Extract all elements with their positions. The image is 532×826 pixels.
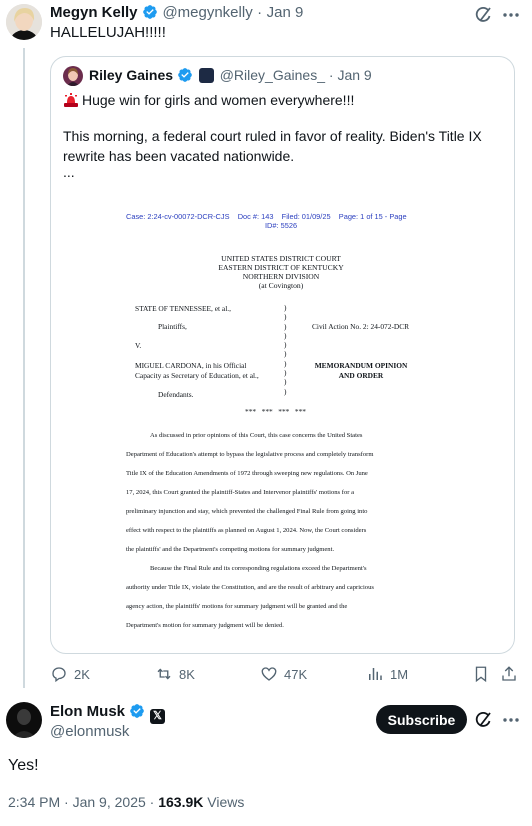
doc-header-line-2: ID#: 5526 xyxy=(265,221,298,230)
quoted-date[interactable]: Jan 9 xyxy=(337,67,372,83)
repost-count: 8K xyxy=(179,666,195,682)
heart-icon xyxy=(260,665,278,683)
verified-badge-icon xyxy=(129,703,145,719)
doc-para2-line: agency action, the plaintiffs' motions for summary judgment will be granted and the xyxy=(126,603,348,610)
like-action[interactable] xyxy=(260,664,307,684)
x-affiliate-badge-icon: 𝕏 xyxy=(150,709,165,724)
doc-party-2-line-1: MIGUEL CARDONA, in his Official xyxy=(135,361,247,370)
main-views-label: Views xyxy=(207,794,245,810)
doc-paragraph-1 xyxy=(126,426,444,559)
doc-para2-line: authority under Title IX, violate the Constitution, and are the result of arbitrary and capricious xyxy=(126,584,374,591)
riley-gaines-avatar[interactable] xyxy=(63,66,83,86)
top-tweet-text: HALLELUJAH!!!!! xyxy=(50,24,166,41)
top-tweet-handle[interactable]: @megynkelly xyxy=(162,4,253,21)
quoted-handle[interactable]: @Riley_Gaines_ xyxy=(219,67,325,83)
timestamp-separator: · xyxy=(64,794,69,810)
thread-connector-line xyxy=(23,48,25,688)
top-tweet-author-name[interactable]: Megyn Kelly xyxy=(50,4,138,21)
main-tweet-time[interactable]: 2:34 PM xyxy=(8,794,61,810)
doc-court-line-1: UNITED STATES DISTRICT COURT xyxy=(221,254,341,263)
doc-civil-action: Civil Action No. 2: 24-072-DCR xyxy=(312,322,410,331)
quoted-line-3: ... xyxy=(63,164,75,180)
share-icon xyxy=(500,665,518,683)
elon-musk-avatar[interactable] xyxy=(6,702,42,738)
doc-para1-line: effect with respect to the plaintiffs as planned on August 1, 2024. Now, the Court considers xyxy=(126,527,367,534)
doc-court-line-2: EASTERN DISTRICT OF KENTUCKY xyxy=(218,263,344,272)
repost-action[interactable] xyxy=(155,664,195,684)
doc-para1-line: 17, 2024, this Court granted the plaintiff-States and Intervenor plaintiffs' motions for a xyxy=(126,489,355,496)
doc-para1-line: Title IX of the Education Amendments of 1972 through sweeping new regulations. On June xyxy=(126,470,368,477)
analytics-icon xyxy=(366,665,384,683)
quoted-author-name[interactable]: Riley Gaines xyxy=(89,67,174,83)
reply-action[interactable] xyxy=(50,664,90,684)
quoted-separator: · xyxy=(328,67,334,83)
doc-para1-line: preliminary injunction and stay, which prevented the challenged Final Rule from going into xyxy=(126,508,368,515)
doc-header-line-1: Case: 2:24-cv-00072-DCR-CJS Doc #: 143 Filed: 01/09/25 Page: 1 of 15 - Page xyxy=(126,212,407,221)
doc-paragraph-2 xyxy=(126,559,444,635)
doc-court-line-4: (at Covington) xyxy=(258,281,304,290)
doc-para1-line: As discussed in prior opinions of this Court, this case concerns the United States xyxy=(150,432,363,439)
views-separator: · xyxy=(149,794,155,810)
main-views-count[interactable]: 163.9K xyxy=(158,794,204,810)
views-action[interactable] xyxy=(366,664,408,684)
main-tweet-timestamp xyxy=(8,794,244,810)
grok-icon[interactable] xyxy=(474,710,494,730)
more-options-icon[interactable] xyxy=(501,710,521,730)
quoted-line-2: This morning, a federal court ruled in favor of reality. Biden's Title IX rewrite has been vacated nationwide. xyxy=(63,128,482,164)
doc-court-block xyxy=(172,254,390,290)
doc-party-2-line-2: Capacity as Secretary of Education, et al., xyxy=(135,371,259,380)
more-options-icon[interactable] xyxy=(501,5,521,25)
doc-versus: V. xyxy=(135,341,142,350)
reply-icon xyxy=(50,665,68,683)
megyn-kelly-avatar[interactable] xyxy=(6,4,42,40)
top-tweet-date[interactable]: Jan 9 xyxy=(266,4,304,21)
grok-icon[interactable] xyxy=(474,5,494,25)
court-document-image[interactable] xyxy=(62,199,500,641)
quoted-line-1: Huge win for girls and women everywhere!!! xyxy=(82,92,355,108)
reply-count: 2K xyxy=(74,666,90,682)
doc-divider: *** *** *** *** xyxy=(245,407,306,416)
views-count: 1M xyxy=(390,666,409,682)
main-tweet-text: Yes! xyxy=(8,757,39,774)
doc-memo-line-2: AND ORDER xyxy=(338,371,384,380)
bookmark-icon xyxy=(472,665,490,683)
doc-party-1: STATE OF TENNESSEE, et al., xyxy=(135,304,231,313)
verified-badge-icon xyxy=(142,4,158,20)
doc-para2-line: Because the Final Rule and its corresponding regulations exceed the Department's xyxy=(150,565,367,572)
main-tweet-header xyxy=(50,703,165,723)
top-tweet-header xyxy=(50,4,303,24)
doc-para2-line: Department's motion for summary judgment will be denied. xyxy=(126,622,284,629)
doc-defendants: Defendants. xyxy=(158,390,194,399)
like-count: 47K xyxy=(284,666,308,682)
repost-icon xyxy=(155,665,173,683)
doc-memo-block xyxy=(302,361,420,381)
affiliate-badge-icon xyxy=(199,68,214,83)
main-author-name[interactable]: Elon Musk xyxy=(50,703,126,720)
doc-plaintiffs: Plaintiffs, xyxy=(158,322,187,331)
doc-para1-line: the plaintiffs' and the Department's competing motions for summary judgment. xyxy=(126,546,335,553)
main-tweet-date[interactable]: Jan 9, 2025 xyxy=(72,794,146,810)
bookmark-action[interactable] xyxy=(472,664,490,684)
quoted-tweet-header xyxy=(89,67,372,87)
main-handle[interactable]: @elonmusk xyxy=(50,723,130,740)
top-tweet-separator: · xyxy=(257,4,263,21)
doc-court-line-3: NORTHERN DIVISION xyxy=(242,272,320,281)
share-action[interactable] xyxy=(500,664,518,684)
doc-memo-line-1: MEMORANDUM OPINION xyxy=(314,361,408,370)
police-light-emoji-icon xyxy=(63,92,79,108)
doc-para1-line: Department of Education's attempt to bypass the legislative process and completely transform xyxy=(126,451,374,458)
doc-parenthesis-column: ) ) ) ) ) ) ) ) ) ) xyxy=(284,303,287,396)
verified-badge-icon xyxy=(177,67,193,83)
subscribe-button[interactable]: Subscribe xyxy=(376,705,467,734)
